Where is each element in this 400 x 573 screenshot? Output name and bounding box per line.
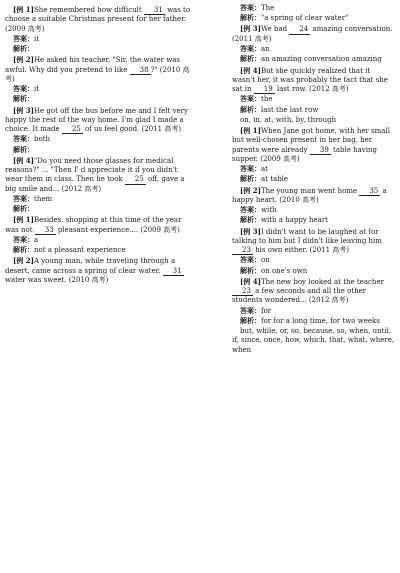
answer-line: 答案：it — [13, 34, 40, 43]
example-item: [例 1]She remembered how difficult 31 was to choose a suitable Christmas present for her father. (2009 高考) — [5, 5, 191, 33]
left-column — [5, 4, 195, 569]
example-number: [例 1] — [13, 5, 34, 14]
answer-line: 答案：an — [240, 45, 270, 54]
answer-blank: 19 — [254, 86, 275, 94]
answer-line: 答案：the — [240, 95, 273, 104]
example-item: [例 4]But she quickly realized that it wasn't her, it was probably the fact that she sat in 19 last row. (2012 高考) — [232, 65, 388, 93]
example-number: [例 2] — [13, 256, 34, 266]
example-number: [例 4] — [240, 276, 261, 286]
example-number: [例 4] — [13, 155, 34, 165]
example-item: [例 4]"Do you need those glasses for medical reasons?" ... "Then I' d appreciate it if you didn't wear them in class. Then he took 25 off, gave a big smile and... (2012 高考) — [5, 155, 185, 193]
section-intro-conjunction: but, while, or, so, because, so, when, until, if, since, once, how, which, that, what, where, when — [232, 327, 395, 354]
example-item: [例 3]We had 24 amazing conversation. (2011 高考) — [232, 24, 393, 43]
example-item: [例 3]He got off the bus before me and I felt very happy the rest of the way home. I'm glad I made a choice. It made 25 of us feel good. (2011 高考) — [5, 105, 188, 134]
example-item: [例 2]He asked his teacher, "Sir, the water was awful. Why did you pretend to like 38 ?" (2010 高考) — [5, 55, 190, 83]
answer-line: 答案：them — [13, 194, 53, 203]
explanation-line: 解析：on one's own — [240, 266, 308, 275]
example-number: [例 1] — [240, 126, 261, 136]
explanation-line: 解析：for for a long time, for two weeks — [240, 316, 380, 325]
answer-line: 答案：both — [13, 135, 51, 144]
example-number: [例 3] — [13, 105, 34, 115]
explanation-line: 解析：with a happy heart — [240, 216, 328, 225]
answer-line: 答案：a — [13, 235, 39, 244]
answer-blank: 25 — [62, 126, 83, 134]
answer-blank: 39 — [310, 147, 331, 155]
example-number: [例 3] — [240, 24, 261, 34]
right-column — [232, 4, 395, 569]
example-item: [例 1]When Jane got home, with her small but well-chosen present in her bag, her parents were already 39 table having supper. (2009 高考) — [232, 126, 390, 163]
example-number: [例 3] — [240, 226, 261, 236]
section-intro-preposition: on, in, at, with, by, through — [240, 115, 337, 124]
explanation-line: 解析：last the last row — [240, 105, 319, 114]
explanation-line: 解析：an amazing conversation amazing — [240, 55, 382, 64]
explanation-line: 解析：not a pleasant experience — [13, 246, 126, 255]
answer-blank: 25 — [125, 176, 146, 184]
example-item: [例 2]A young man, while traveling through a desert, came across a spring of clear water. 31 water was sweet. (2010 高考) — [5, 256, 182, 284]
answer-line: 答案：it — [13, 85, 40, 94]
answer-line: 答案：with — [240, 206, 277, 215]
answer-blank: 24 — [289, 26, 310, 34]
answer-line: 答案：on — [240, 256, 270, 265]
answer-blank: 23 — [232, 247, 253, 255]
explanation-line: 解析： — [13, 95, 34, 104]
explanation-line: 解析：at table — [240, 175, 289, 184]
explanation-line: 解析："a spring of clear water" — [240, 14, 349, 23]
example-number: [例 2] — [13, 55, 34, 65]
example-number: [例 1] — [13, 215, 34, 225]
answer-blank: 33 — [35, 227, 56, 235]
answer-blank: 23 — [232, 288, 253, 296]
explanation-line: 解析： — [13, 145, 34, 154]
answer-line: 答案：for — [240, 306, 272, 315]
answer-blank: 35 — [359, 188, 380, 196]
example-number: [例 2] — [240, 185, 261, 195]
explanation-line: 解析： — [13, 205, 34, 214]
answer-blank: 31 — [144, 7, 165, 15]
explanation-line: 解析： — [13, 45, 34, 54]
example-item: [例 4]The new boy looked at the teacher 23 a few seconds and all the other students wondered... (2012 高考) — [232, 276, 384, 305]
answer-line: 答案：at — [240, 165, 268, 174]
example-number: [例 4] — [240, 65, 261, 75]
answer-blank: 38 — [130, 67, 151, 75]
answer-blank: 31 — [163, 268, 184, 276]
answer-line: 答案：The — [240, 4, 275, 12]
example-item: [例 2]The young man went home 35 a happy heart. (2010 高考) — [232, 185, 387, 204]
example-item: [例 3]I didn't want to be laughed at for talking to him but I didn't like leaving him 23 his own either. (2011 高考) — [232, 226, 382, 255]
example-item: [例 1]Besides, shopping at this time of the year was not 33 pleasant experience.... (2009 高考) — [5, 215, 182, 234]
